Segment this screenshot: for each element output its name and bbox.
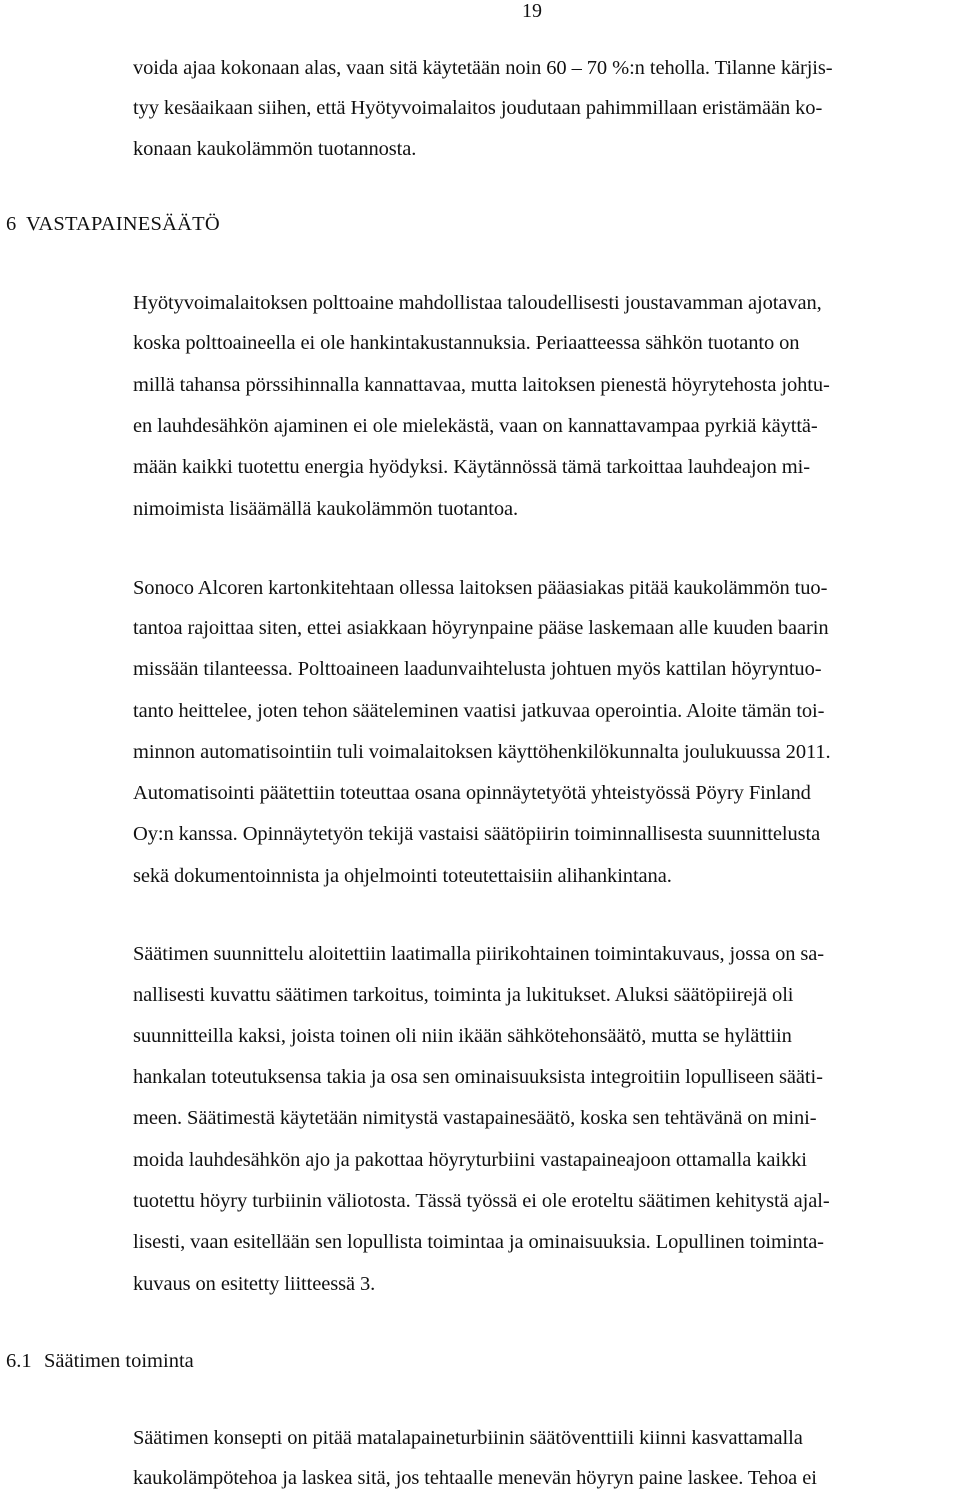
text-line: en lauhdesähkön ajaminen ei ole mielekästä, vaan on kannattavampaa pyrkiä käyttä- [133, 415, 818, 437]
text-line: moida lauhdesähkön ajo ja pakottaa höyryturbiini vastapaineajoon ottamalla kaikki [133, 1149, 807, 1171]
subsection-title: Säätimen toiminta [44, 1350, 194, 1372]
text-line: nallisesti kuvattu säätimen tarkoitus, toiminta ja lukitukset. Aluksi säätöpiirejä oli [133, 984, 794, 1006]
section-heading [6, 212, 220, 236]
text-line: tanto heittelee, joten tehon sääteleminen vaatisi jatkuvaa operointia. Aloite tämän toi- [133, 700, 825, 722]
text-line: kuvaus on esitetty liitteessä 3. [133, 1273, 376, 1295]
page-number: 19 [522, 0, 542, 22]
text-line: kaukolämpötehoa ja laskea sitä, jos tehtaalle menevän höyryn paine laskee. Tehoa ei [133, 1467, 817, 1489]
text-line: Sonoco Alcoren kartonkitehtaan ollessa laitoksen pääasiakas pitää kaukolämmön tuo- [133, 577, 828, 599]
text-line: missään tilanteessa. Polttoaineen laadunvaihtelusta johtuen myös kattilan höyryntuo- [133, 658, 822, 680]
text-line: tantoa rajoittaa siten, ettei asiakkaan höyrynpaine pääse laskemaan alle kuuden baarin [133, 617, 829, 639]
text-line: meen. Säätimestä käytetään nimitystä vastapainesäätö, koska sen tehtävänä on mini- [133, 1107, 817, 1129]
text-line: sekä dokumentoinnista ja ohjelmointi toteutettaisiin alihankintana. [133, 865, 672, 887]
text-line: lisesti, vaan esitellään sen lopullista toimintaa ja ominaisuuksia. Lopullinen toiminta- [133, 1231, 824, 1253]
text-line: Hyötyvoimalaitoksen polttoaine mahdollistaa taloudellisesti joustavamman ajotavan, [133, 292, 822, 314]
text-line: hankalan toteutuksensa takia ja osa sen ominaisuuksista integroitiin lopulliseen sääti- [133, 1066, 823, 1088]
section-title: VASTAPAINESÄÄTÖ [26, 213, 220, 235]
text-line: konaan kaukolämmön tuotannosta. [133, 138, 417, 160]
text-line: Säätimen suunnittelu aloitettiin laatimalla piirikohtainen toimintakuvaus, jossa on sa- [133, 943, 825, 965]
text-line: tyy kesäaikaan siihen, että Hyötyvoimalaitos joudutaan pahimmillaan eristämään ko- [133, 97, 823, 119]
text-line: voida ajaa kokonaan alas, vaan sitä käytetään noin 60 – 70 %:n teholla. Tilanne kärjis- [133, 57, 833, 79]
text-line: mään kaikki tuotettu energia hyödyksi. Käytännössä tämä tarkoittaa lauhdeajon mi- [133, 456, 810, 478]
subsection-heading [6, 1349, 194, 1373]
text-line: koska polttoaineella ei ole hankintakustannuksia. Periaatteessa sähkön tuotanto on [133, 332, 800, 354]
text-line: millä tahansa pörssihinnalla kannattavaa, mutta laitoksen pienestä höyrytehosta johtu- [133, 374, 830, 396]
text-line: minnon automatisointiin tuli voimalaitoksen käyttöhenkilökunnalta joulukuussa 2011. [133, 741, 831, 763]
text-line: nimoimista lisäämällä kaukolämmön tuotantoa. [133, 498, 519, 520]
subsection-number: 6.1 [6, 1350, 32, 1372]
text-line: suunnitteilla kaksi, joista toinen oli niin ikään sähkötehonsäätö, mutta se hylättiin [133, 1025, 792, 1047]
section-number: 6 [6, 213, 17, 235]
text-line: Oy:n kanssa. Opinnäytetyön tekijä vastaisi säätöpiirin toiminnallisesta suunnittelusta [133, 823, 821, 845]
text-line: tuotettu höyry turbiinin väliotosta. Tässä työssä ei ole eroteltu säätimen kehitystä ajal- [133, 1190, 830, 1212]
text-line: Automatisointi päätettiin toteuttaa osana opinnäytetyötä yhteistyössä Pöyry Finland [133, 782, 811, 804]
text-line: Säätimen konsepti on pitää matalapaineturbiinin säätöventtiili kiinni kasvattamalla [133, 1427, 803, 1449]
